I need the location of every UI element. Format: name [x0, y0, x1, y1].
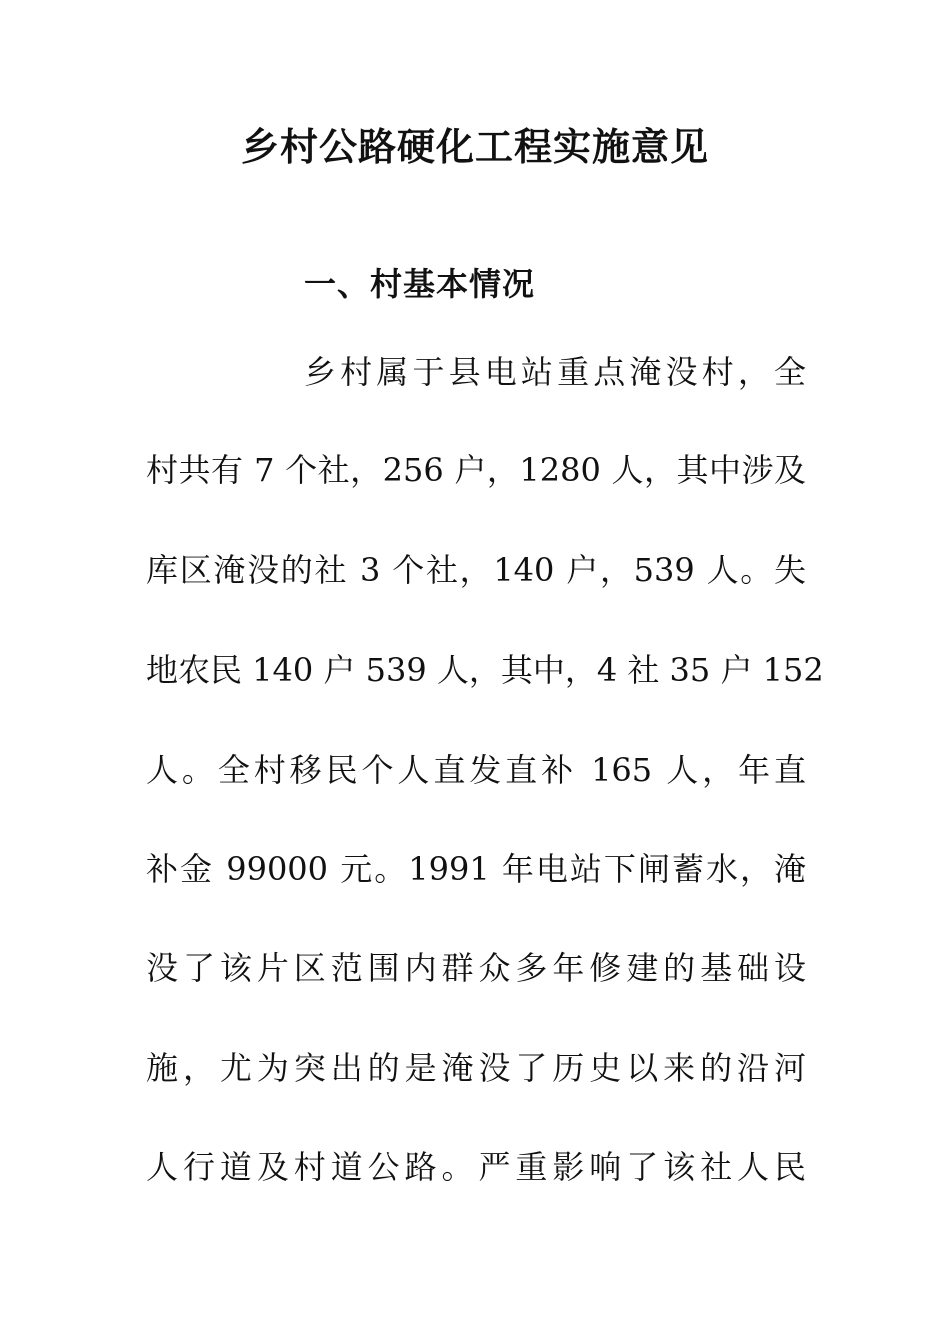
document-title: 乡村公路硬化工程实施意见: [240, 125, 709, 169]
paragraph-line: 人行道及村道公路。严重影响了该社人民: [146, 1148, 806, 1186]
paragraph-line: 人。全村移民个人直发直补 165 人，年直: [146, 751, 806, 789]
section-heading: 一、村基本情况: [304, 265, 536, 303]
paragraph-line: 库区淹没的社 3 个社，140 户，539 人。失: [146, 551, 806, 589]
paragraph-line: 没了该片区范围内群众多年修建的基础设: [146, 949, 806, 987]
paragraph-line: 施，尤为突出的是淹没了历史以来的沿河: [146, 1049, 806, 1087]
paragraph-line: 村共有 7 个社，256 户，1280 人，其中涉及: [146, 451, 806, 489]
paragraph-line: 补金 99000 元。1991 年电站下闸蓄水，淹: [146, 850, 806, 888]
paragraph-line: 乡村属于县电站重点淹没村，全: [304, 353, 806, 391]
paragraph-line: 地农民 140 户 539 人，其中，4 社 35 户 152: [146, 651, 824, 689]
